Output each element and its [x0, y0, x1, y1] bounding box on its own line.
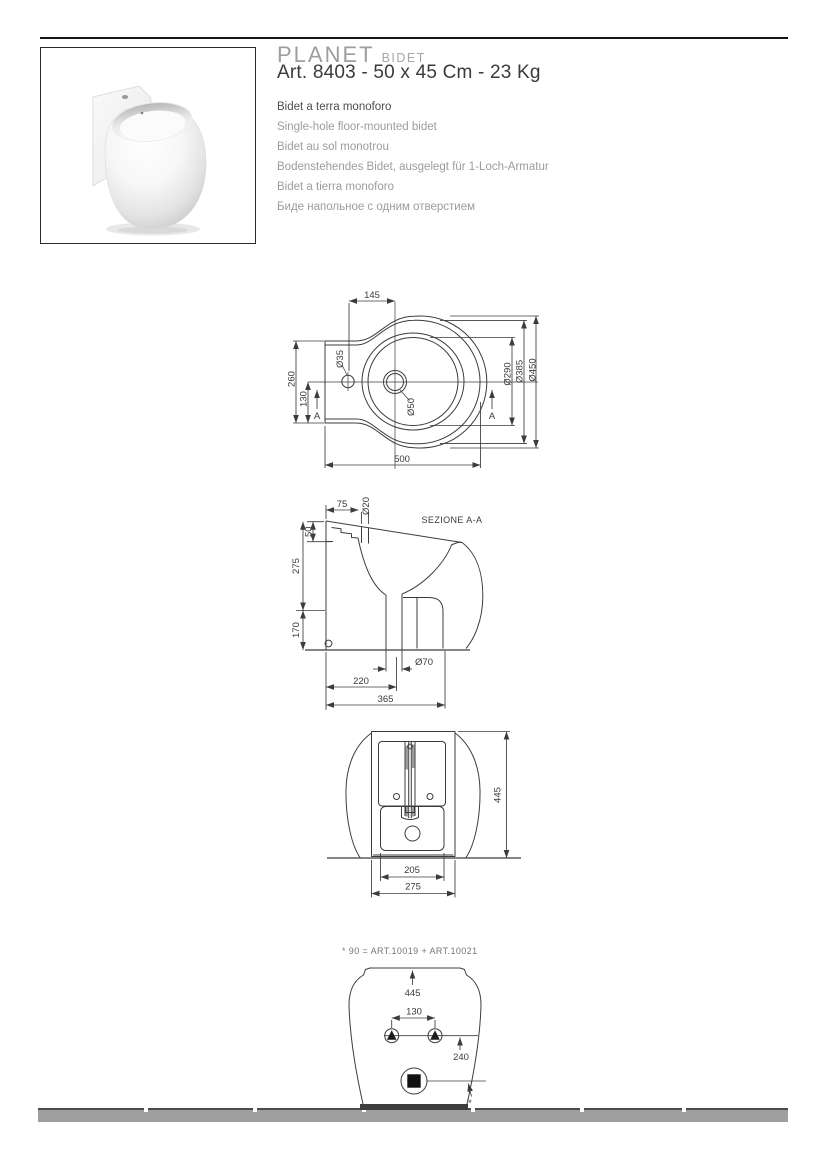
dim-label-220: 220: [353, 676, 369, 687]
dim-label-240: 240: [453, 1052, 469, 1063]
faucet-hole-dot: [122, 95, 128, 99]
fixing-hole-left: [394, 794, 400, 800]
floor-bar-gap: [682, 1108, 686, 1112]
rear-dimensions: [372, 732, 511, 898]
dim-label-275-rear: 275: [405, 881, 421, 893]
floor-bar-gap: [144, 1108, 148, 1112]
dim-label-dia70: Ø70: [415, 657, 433, 668]
section-view-drawing: [288, 496, 515, 712]
dim-label-dia50: Ø50: [406, 398, 417, 416]
rear-view-drawing: [320, 725, 525, 900]
product-photo-frame: [40, 47, 256, 244]
dim-label-50: 50: [303, 526, 315, 537]
product-category: BIDET: [381, 51, 426, 65]
asterisk-marker: *: [468, 1098, 472, 1109]
dim-label-275: 275: [291, 558, 302, 574]
drain-outlet: [401, 1068, 427, 1094]
footnote: * 90 = ART.10019 + ART.10021: [342, 946, 478, 956]
dim-label-dia35: Ø35: [335, 350, 346, 368]
drain-pipe: [386, 594, 402, 650]
dim-label-130: 130: [298, 391, 310, 407]
dim-label-445-bottom: 445: [404, 988, 421, 999]
floor-bar: [38, 1108, 788, 1122]
section-labels: [291, 497, 482, 705]
description-ru: Биде напольное с одним отверстием: [277, 201, 476, 213]
description-fr: Bidet au sol monotrou: [277, 141, 389, 153]
dim-label-170: 170: [291, 622, 302, 638]
dim-label-205: 205: [404, 865, 420, 876]
dim-label-dia385: Ø385: [514, 359, 526, 384]
dim-label-260: 260: [286, 371, 298, 387]
dim-label-75: 75: [336, 499, 348, 510]
bottom-view-drawing: [325, 962, 500, 1110]
faucet-hole-section: [362, 527, 369, 544]
dim-label-445: 445: [492, 787, 504, 803]
description-en: Single-hole floor-mounted bidet: [277, 121, 437, 133]
drain-square: [407, 1074, 420, 1087]
rim-detail-dot: [141, 112, 144, 115]
dim-label-130: 130: [406, 1006, 422, 1018]
dim-label-365: 365: [377, 694, 394, 705]
dim-label-dia290: Ø290: [502, 362, 514, 386]
section-marker-a-right: A: [488, 411, 496, 422]
top-view-drawing: [278, 283, 546, 479]
description-block: [277, 97, 549, 217]
product-name: PLANET: [277, 42, 375, 67]
floor-bar-gap: [253, 1108, 257, 1112]
floor-bar-gap: [580, 1108, 584, 1112]
product-photo: [41, 48, 255, 243]
rear-drain-hole: [405, 826, 420, 841]
dim-label-500: 500: [394, 454, 410, 465]
section-dimensions: [296, 505, 445, 710]
dim-label-145: 145: [364, 290, 380, 301]
description-it: Bidet a terra monoforo: [277, 101, 392, 113]
dim-label-dia20: Ø20: [361, 497, 372, 515]
description-de: Bodenstehendes Bidet, ausgelegt für 1-Loch-Armatur: [277, 161, 549, 173]
bottom-labels: [405, 988, 473, 1109]
header-rule: [40, 37, 788, 39]
section-title: SEZIONE A-A: [421, 515, 483, 525]
channel-bar-left: [406, 746, 409, 770]
fixing-hole-right: [427, 794, 433, 800]
dim-label-dia450: Ø450: [527, 358, 539, 382]
section-profile: [305, 521, 483, 650]
description-es: Bidet a tierra monoforo: [277, 181, 394, 193]
article-line: Art. 8403 - 50 x 45 Cm - 23 Kg: [277, 62, 541, 83]
section-marker-a-left: A: [313, 411, 321, 422]
